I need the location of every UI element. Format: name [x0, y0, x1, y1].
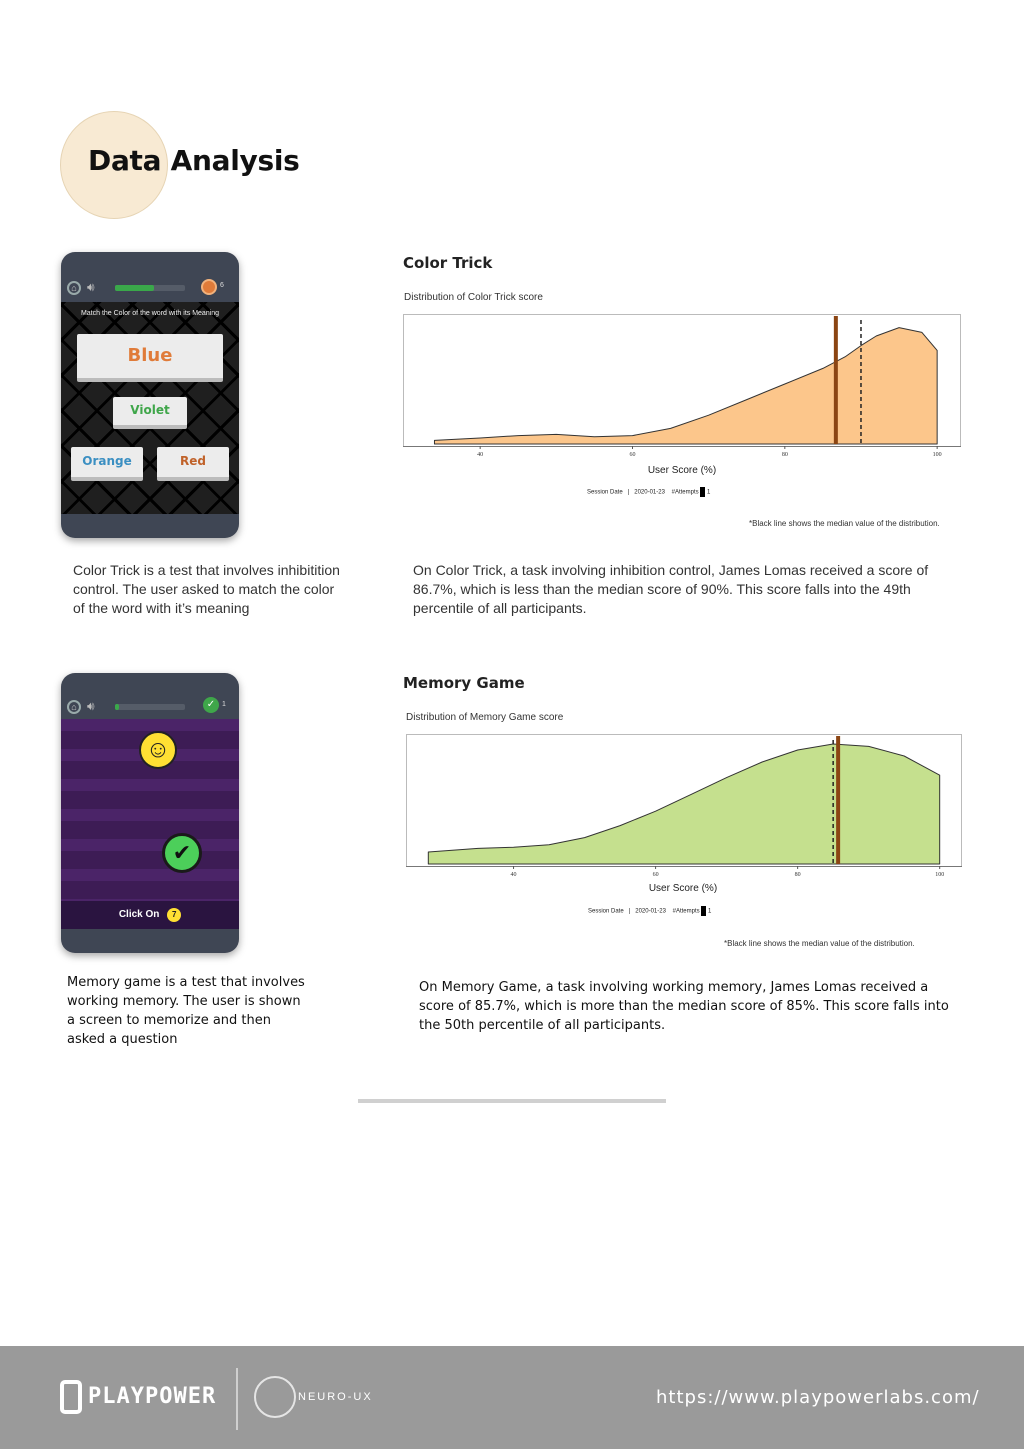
memory-game-session: Session Date | 2020-01-23 #Attempts 1	[588, 906, 711, 916]
smiley-icon: ☺	[139, 731, 177, 769]
memory-game-description: Memory game is a test that involves working memory. The user is shown a screen to memorize and then asked a question	[67, 975, 305, 1047]
attempts-count: 1	[707, 908, 712, 915]
color-trick-subtitle: Distribution of Color Trick score	[404, 292, 543, 303]
color-trick-note: *Black line shows the median value of the distribution.	[749, 519, 940, 528]
playpower-logo-icon	[60, 1380, 82, 1414]
memory-game-screenshot	[61, 673, 239, 953]
session-date: 2020-01-23	[635, 908, 666, 915]
memory-game-note: *Black line shows the median value of the distribution.	[724, 939, 915, 948]
attempts-label: #Attempts	[671, 489, 699, 496]
color-trick-title: Color Trick	[403, 254, 493, 272]
home-icon: ⌂	[67, 700, 81, 714]
progress-fill	[115, 285, 154, 291]
color-trick-screenshot	[61, 252, 239, 538]
option-violet: Violet	[113, 397, 187, 429]
page-title: Data Analysis	[88, 144, 300, 177]
x-tick-label: 60	[629, 452, 636, 458]
session-label: Session Date	[588, 908, 624, 915]
home-icon: ⌂	[67, 281, 81, 295]
coin-count: 6	[220, 282, 224, 289]
session-label: Session Date	[587, 489, 623, 496]
option-red: Red	[157, 447, 229, 481]
click-on-label: Click On	[118, 909, 160, 920]
memory-game-result: On Memory Game, a task involving working memory, James Lomas received a score of 85.7%, which is more than the median score of 85%. This score falls into the 50th percentile of all participants.	[419, 980, 949, 1033]
game-screen	[61, 302, 239, 514]
section-divider	[358, 1099, 666, 1103]
x-tick-label: 60	[652, 872, 659, 878]
game-screen	[61, 719, 239, 901]
x-tick-label: 100	[935, 872, 945, 878]
coin-icon	[201, 279, 217, 295]
progress-fill	[115, 704, 119, 710]
session-date: 2020-01-23	[634, 489, 665, 496]
memory-game-title: Memory Game	[403, 674, 525, 692]
footer	[0, 1346, 1024, 1449]
game-topbar	[61, 274, 239, 302]
option-orange: Orange	[71, 447, 143, 481]
check-icon: ✔	[162, 833, 202, 873]
footer-url[interactable]: https://www.playpowerlabs.com/	[656, 1387, 980, 1408]
x-tick-label: 40	[477, 452, 484, 458]
badge-count: 1	[222, 701, 226, 708]
color-trick-description: Color Trick is a test that involves inhibitition control. The user asked to match the color of the word with it’s meaning	[73, 562, 340, 616]
memory-game-xlabel: User Score (%)	[648, 883, 718, 894]
attempts-count: 1	[706, 489, 711, 496]
neuro-ux-logo-icon	[254, 1376, 296, 1418]
speaker-icon: 🔊︎	[87, 699, 95, 713]
footer-divider	[236, 1368, 238, 1430]
neuro-ux-logo: NEURO-UX	[298, 1391, 373, 1403]
main-word-card: Blue	[77, 334, 223, 382]
x-tick-label: 80	[794, 872, 801, 878]
color-trick-chart	[403, 314, 961, 460]
x-tick-label: 80	[781, 452, 788, 458]
memory-game-subtitle: Distribution of Memory Game score	[406, 712, 564, 723]
color-trick-result: On Color Trick, a task involving inhibition control, James Lomas received a score of 86.7%, which is less than the median score of 90%. This score falls into the 49th percentile of all participants.	[413, 562, 929, 616]
memory-game-chart	[406, 734, 962, 880]
attempts-label: #Attempts	[672, 908, 700, 915]
click-count-badge: 7	[167, 908, 181, 922]
x-tick-label: 40	[510, 872, 517, 878]
progress-track	[115, 704, 185, 710]
color-trick-session: Session Date | 2020-01-23 #Attempts 1	[587, 487, 710, 497]
playpower-logo: PLAYPOWER	[88, 1384, 217, 1409]
color-trick-xlabel: User Score (%)	[647, 465, 717, 476]
x-tick-label: 100	[932, 452, 942, 458]
game-prompt: Match the Color of the word with its Meaning	[80, 310, 220, 317]
click-on-bar	[61, 901, 239, 929]
check-badge-icon: ✓	[203, 697, 219, 713]
speaker-icon: 🔊︎	[87, 280, 95, 294]
